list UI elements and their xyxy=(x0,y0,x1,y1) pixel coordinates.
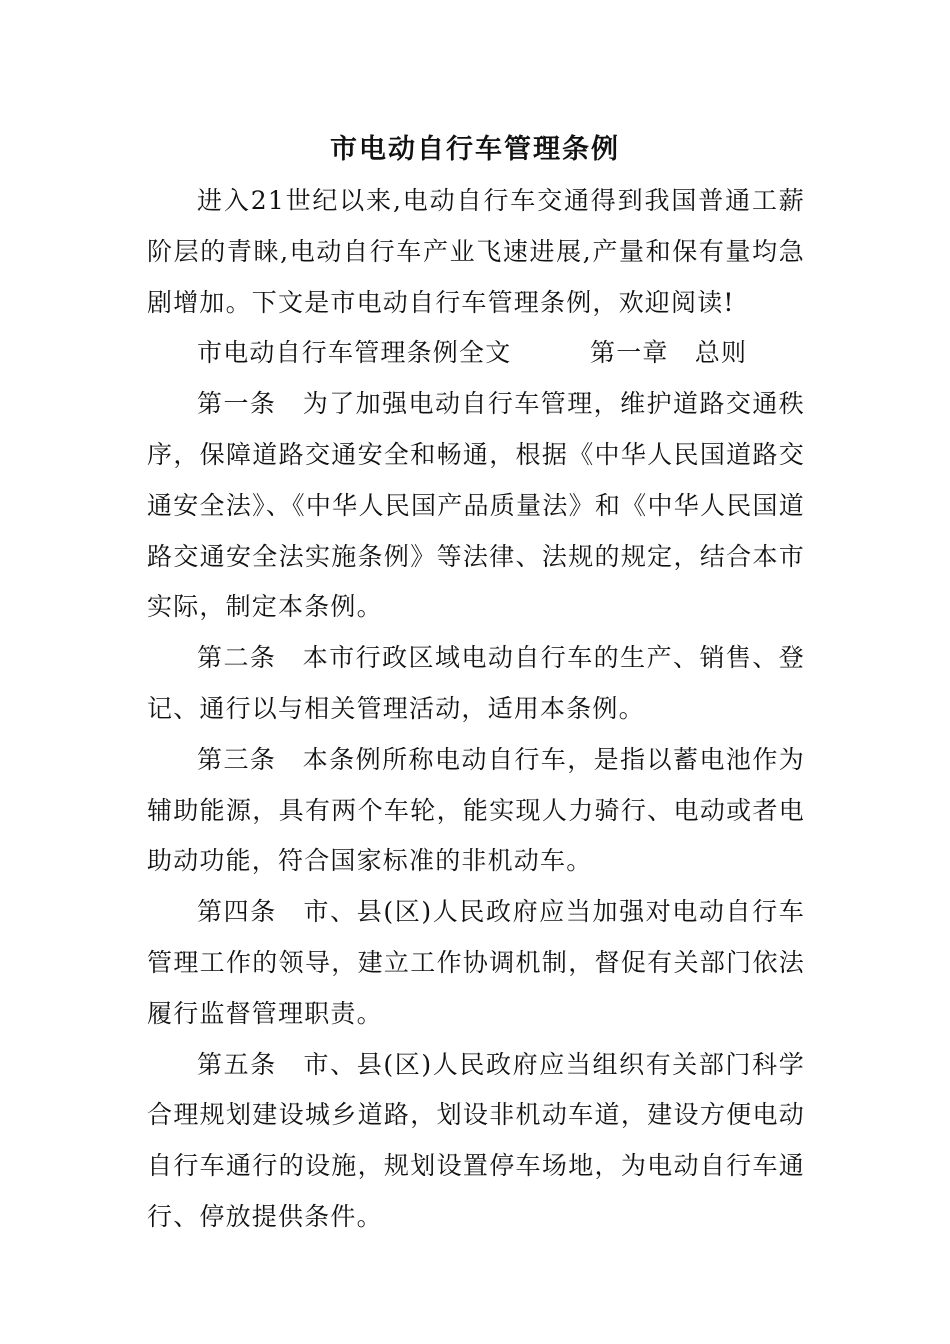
article-5: 第五条 市、县(区)人民政府应当组织有关部门科学合理规划建设城乡道路，划设非机动车道，建设方便电动自行车通行的设施，规划设置停车场地，为电动自行车通行、停放提供条件。 xyxy=(147,1049,805,1231)
intro-paragraph: 进入21世纪以来,电动自行车交通得到我国普通工薪阶层的青睐,电动自行车产业飞速进展,产量和保有量均急剧增加。下文是市电动自行车管理条例，欢迎阅读! xyxy=(147,186,805,317)
document-body xyxy=(147,176,805,1243)
document-title: 市电动自行车管理条例 xyxy=(330,134,620,165)
article-4: 第四条 市、县(区)人民政府应当加强对电动自行车管理工作的领导，建立工作协调机制，督促有关部门依法履行监督管理职责。 xyxy=(147,897,805,1028)
article-2: 第二条 本市行政区域电动自行车的生产、销售、登记、通行以与相关管理活动，适用本条例。 xyxy=(147,643,805,723)
article-3: 第三条 本条例所称电动自行车，是指以蓄电池作为辅助能源，具有两个车轮，能实现人力骑行、电动或者电助动功能，符合国家标准的非机动车。 xyxy=(147,744,805,876)
chapter-heading: 市电动自行车管理条例全文 第一章 总则 xyxy=(197,338,748,368)
article-1: 第一条 为了加强电动自行车管理，维护道路交通秩序，保障道路交通安全和畅通，根据《中华人民国道路交通安全法》、《中华人民国产品质量法》和《中华人民国道路交通安全法实施条例》等法律、法规的规定，结合本市实际，制定本条例。 xyxy=(147,389,805,622)
